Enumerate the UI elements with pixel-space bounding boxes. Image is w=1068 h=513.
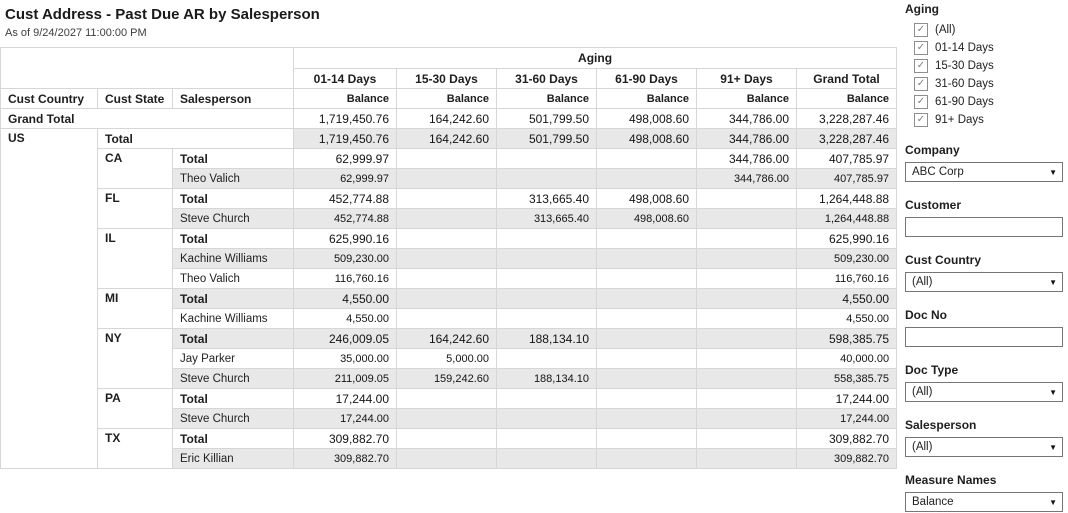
cust-country-select-value: (All) bbox=[912, 276, 933, 288]
state-cell[interactable]: PA bbox=[98, 389, 173, 429]
checkbox-checked-icon[interactable]: ✓ bbox=[914, 77, 928, 91]
balance-cell[interactable]: 4,550.00 bbox=[797, 309, 897, 329]
measure-names-select-value: Balance bbox=[912, 496, 954, 508]
balance-cell[interactable] bbox=[597, 329, 697, 349]
state-cell[interactable]: FL bbox=[98, 189, 173, 229]
balance-cell[interactable] bbox=[597, 309, 697, 329]
aging-option-label[interactable]: 91+ Days bbox=[935, 114, 984, 126]
state-total-label[interactable]: Total bbox=[173, 189, 294, 209]
salesperson-cell[interactable]: Theo Valich bbox=[173, 169, 294, 189]
table-row bbox=[1, 429, 897, 449]
filter-aging bbox=[905, 2, 1063, 129]
table-row bbox=[1, 149, 897, 169]
balance-cell[interactable]: 344,786.00 bbox=[697, 109, 797, 129]
balance-cell[interactable]: 246,009.05 bbox=[294, 329, 397, 349]
balance-cell[interactable]: 344,786.00 bbox=[697, 129, 797, 149]
measure-names-filter-title: Measure Names bbox=[905, 473, 997, 487]
state-total-label[interactable]: Total bbox=[173, 289, 294, 309]
col-header-61-90-days[interactable]: 61-90 Days bbox=[597, 69, 697, 89]
filter-company bbox=[905, 143, 1063, 182]
salesperson-cell[interactable]: Jay Parker bbox=[173, 349, 294, 369]
balance-cell[interactable]: 598,385.75 bbox=[797, 329, 897, 349]
col-header-91-plus-days[interactable]: 91+ Days bbox=[697, 69, 797, 89]
balance-cell[interactable]: 188,134.10 bbox=[497, 329, 597, 349]
aging-option-label[interactable]: 61-90 Days bbox=[935, 96, 994, 108]
state-cell[interactable]: NY bbox=[98, 329, 173, 389]
balance-cell[interactable]: 452,774.88 bbox=[294, 209, 397, 229]
balance-cell[interactable] bbox=[697, 309, 797, 329]
balance-cell[interactable] bbox=[597, 349, 697, 369]
aging-option-label[interactable]: 01-14 Days bbox=[935, 42, 994, 54]
balance-cell[interactable] bbox=[497, 169, 597, 189]
col-header-15-30-days[interactable]: 15-30 Days bbox=[397, 69, 497, 89]
salesperson-cell[interactable]: Kachine Williams bbox=[173, 249, 294, 269]
table-row bbox=[1, 129, 897, 149]
measure-header[interactable]: Balance bbox=[497, 89, 597, 109]
balance-cell[interactable] bbox=[497, 249, 597, 269]
filter-salesperson bbox=[905, 418, 1063, 457]
grand-total-label[interactable]: Grand Total bbox=[1, 109, 294, 129]
state-total-label[interactable]: Total bbox=[173, 149, 294, 169]
filter-panel bbox=[905, 0, 1063, 513]
balance-cell[interactable] bbox=[497, 149, 597, 169]
balance-cell[interactable]: 17,244.00 bbox=[797, 389, 897, 409]
balance-cell[interactable]: 159,242.60 bbox=[397, 369, 497, 389]
table-row bbox=[1, 329, 897, 349]
balance-cell[interactable] bbox=[397, 449, 497, 469]
balance-cell[interactable]: 498,008.60 bbox=[597, 209, 697, 229]
state-total-label[interactable]: Total bbox=[173, 389, 294, 409]
salesperson-cell[interactable]: Steve Church bbox=[173, 369, 294, 389]
balance-cell[interactable]: 309,882.70 bbox=[797, 449, 897, 469]
balance-cell[interactable] bbox=[597, 169, 697, 189]
chevron-down-icon: ▼ bbox=[1049, 168, 1057, 177]
balance-cell[interactable]: 4,550.00 bbox=[797, 289, 897, 309]
aging-filter-title: Aging bbox=[905, 2, 939, 16]
balance-cell[interactable] bbox=[397, 409, 497, 429]
measure-header[interactable]: Balance bbox=[597, 89, 697, 109]
balance-cell[interactable] bbox=[697, 389, 797, 409]
col-header-grand-total[interactable]: Grand Total bbox=[797, 69, 897, 89]
doc-type-filter-title: Doc Type bbox=[905, 363, 959, 377]
filter-doc-type bbox=[905, 363, 1063, 402]
balance-cell[interactable]: 17,244.00 bbox=[294, 389, 397, 409]
state-total-label[interactable]: Total bbox=[173, 429, 294, 449]
state-cell[interactable]: IL bbox=[98, 229, 173, 289]
col-header-01-14-days[interactable]: 01-14 Days bbox=[294, 69, 397, 89]
balance-cell[interactable]: 309,882.70 bbox=[797, 429, 897, 449]
table-row bbox=[1, 109, 897, 129]
company-select-value: ABC Corp bbox=[912, 166, 964, 178]
balance-cell[interactable]: 116,760.16 bbox=[797, 269, 897, 289]
chevron-down-icon: ▼ bbox=[1049, 278, 1057, 287]
filter-doc-no bbox=[905, 308, 1063, 347]
doc-type-select[interactable] bbox=[905, 382, 1063, 402]
balance-cell[interactable] bbox=[597, 269, 697, 289]
filter-customer bbox=[905, 198, 1063, 237]
aging-option-label[interactable]: 31-60 Days bbox=[935, 78, 994, 90]
balance-cell[interactable] bbox=[397, 169, 497, 189]
balance-cell[interactable]: 407,785.97 bbox=[797, 169, 897, 189]
filter-measure-names bbox=[905, 473, 1063, 512]
balance-cell[interactable]: 62,999.97 bbox=[294, 149, 397, 169]
balance-cell[interactable]: 17,244.00 bbox=[797, 409, 897, 429]
balance-cell[interactable]: 313,665.40 bbox=[497, 189, 597, 209]
balance-cell[interactable] bbox=[597, 389, 697, 409]
balance-cell[interactable] bbox=[697, 349, 797, 369]
balance-cell[interactable]: 5,000.00 bbox=[397, 349, 497, 369]
checkbox-checked-icon[interactable]: ✓ bbox=[914, 113, 928, 127]
row-header-salesperson[interactable]: Salesperson bbox=[173, 89, 294, 109]
balance-cell[interactable] bbox=[697, 189, 797, 209]
balance-cell[interactable] bbox=[397, 249, 497, 269]
balance-cell[interactable]: 498,008.60 bbox=[597, 109, 697, 129]
measure-header[interactable]: Balance bbox=[397, 89, 497, 109]
aging-option-31-60[interactable] bbox=[914, 75, 1063, 93]
balance-cell[interactable] bbox=[597, 429, 697, 449]
balance-cell[interactable] bbox=[397, 209, 497, 229]
table-row bbox=[1, 289, 897, 309]
doc-type-select-value: (All) bbox=[912, 386, 933, 398]
customer-input[interactable] bbox=[905, 217, 1063, 237]
balance-cell[interactable]: 17,244.00 bbox=[294, 409, 397, 429]
balance-cell[interactable]: 625,990.16 bbox=[294, 229, 397, 249]
balance-cell[interactable] bbox=[397, 289, 497, 309]
state-cell[interactable]: MI bbox=[98, 289, 173, 329]
doc-no-input[interactable] bbox=[905, 327, 1063, 347]
salesperson-cell[interactable]: Steve Church bbox=[173, 409, 294, 429]
balance-cell[interactable]: 452,774.88 bbox=[294, 189, 397, 209]
balance-cell[interactable]: 164,242.60 bbox=[397, 329, 497, 349]
checkbox-checked-icon[interactable]: ✓ bbox=[914, 41, 928, 55]
aging-option-91-plus[interactable] bbox=[914, 111, 1063, 129]
balance-cell[interactable]: 501,799.50 bbox=[497, 129, 597, 149]
balance-cell[interactable] bbox=[497, 449, 597, 469]
balance-cell[interactable]: 558,385.75 bbox=[797, 369, 897, 389]
aging-option-61-90[interactable] bbox=[914, 93, 1063, 111]
balance-cell[interactable]: 498,008.60 bbox=[597, 129, 697, 149]
country-cell[interactable]: US bbox=[1, 129, 98, 469]
balance-cell[interactable]: 313,665.40 bbox=[497, 209, 597, 229]
as-of-timestamp: As of 9/24/2027 11:00:00 PM bbox=[5, 27, 147, 39]
balance-cell[interactable]: 498,008.60 bbox=[597, 189, 697, 209]
balance-cell[interactable]: 116,760.16 bbox=[294, 269, 397, 289]
balance-cell[interactable] bbox=[497, 349, 597, 369]
balance-cell[interactable] bbox=[697, 369, 797, 389]
measure-names-select[interactable] bbox=[905, 492, 1063, 512]
table-row bbox=[1, 389, 897, 409]
measure-header[interactable]: Balance bbox=[294, 89, 397, 109]
balance-cell[interactable] bbox=[697, 269, 797, 289]
cust-country-filter-title: Cust Country bbox=[905, 253, 981, 267]
salesperson-select-value: (All) bbox=[912, 441, 933, 453]
corner-cell bbox=[1, 48, 294, 89]
balance-cell[interactable]: 309,882.70 bbox=[294, 429, 397, 449]
past-due-ar-crosstab bbox=[0, 47, 897, 469]
balance-cell[interactable]: 4,550.00 bbox=[294, 309, 397, 329]
balance-cell[interactable] bbox=[597, 449, 697, 469]
balance-cell[interactable]: 4,550.00 bbox=[294, 289, 397, 309]
customer-filter-title: Customer bbox=[905, 198, 962, 212]
row-header-cust-state[interactable]: Cust State bbox=[98, 89, 173, 109]
balance-cell[interactable]: 407,785.97 bbox=[797, 149, 897, 169]
aging-dimension-header[interactable]: Aging bbox=[294, 48, 897, 69]
balance-cell[interactable] bbox=[597, 369, 697, 389]
balance-cell[interactable] bbox=[497, 269, 597, 289]
aging-option-01-14[interactable] bbox=[914, 39, 1063, 57]
balance-cell[interactable] bbox=[397, 229, 497, 249]
balance-cell[interactable] bbox=[697, 229, 797, 249]
state-total-label[interactable]: Total bbox=[173, 229, 294, 249]
balance-cell[interactable]: 344,786.00 bbox=[697, 149, 797, 169]
measure-header[interactable]: Balance bbox=[797, 89, 897, 109]
balance-cell[interactable]: 344,786.00 bbox=[697, 169, 797, 189]
aging-option-label[interactable]: 15-30 Days bbox=[935, 60, 994, 72]
doc-no-filter-title: Doc No bbox=[905, 308, 947, 322]
aging-option-all[interactable] bbox=[914, 21, 1063, 39]
balance-cell[interactable]: 1,719,450.76 bbox=[294, 109, 397, 129]
balance-cell[interactable] bbox=[697, 429, 797, 449]
balance-cell[interactable]: 3,228,287.46 bbox=[797, 109, 897, 129]
balance-cell[interactable]: 501,799.50 bbox=[497, 109, 597, 129]
balance-cell[interactable] bbox=[597, 409, 697, 429]
balance-cell[interactable]: 40,000.00 bbox=[797, 349, 897, 369]
col-header-31-60-days[interactable]: 31-60 Days bbox=[497, 69, 597, 89]
salesperson-cell[interactable]: Eric Killian bbox=[173, 449, 294, 469]
salesperson-cell[interactable]: Kachine Williams bbox=[173, 309, 294, 329]
salesperson-cell[interactable]: Theo Valich bbox=[173, 269, 294, 289]
balance-cell[interactable]: 164,242.60 bbox=[397, 109, 497, 129]
balance-cell[interactable]: 35,000.00 bbox=[294, 349, 397, 369]
balance-cell[interactable]: 211,009.05 bbox=[294, 369, 397, 389]
balance-cell[interactable] bbox=[597, 289, 697, 309]
balance-cell[interactable] bbox=[697, 289, 797, 309]
balance-cell[interactable] bbox=[697, 209, 797, 229]
balance-cell[interactable] bbox=[697, 449, 797, 469]
balance-cell[interactable]: 509,230.00 bbox=[797, 249, 897, 269]
company-select[interactable] bbox=[905, 162, 1063, 182]
balance-cell[interactable] bbox=[397, 189, 497, 209]
balance-cell[interactable]: 188,134.10 bbox=[497, 369, 597, 389]
salesperson-cell[interactable]: Steve Church bbox=[173, 209, 294, 229]
balance-cell[interactable] bbox=[397, 269, 497, 289]
chevron-down-icon: ▼ bbox=[1049, 498, 1057, 507]
balance-cell[interactable] bbox=[597, 229, 697, 249]
balance-cell[interactable]: 309,882.70 bbox=[294, 449, 397, 469]
aging-option-15-30[interactable] bbox=[914, 57, 1063, 75]
state-cell[interactable]: TX bbox=[98, 429, 173, 469]
balance-cell[interactable] bbox=[697, 409, 797, 429]
balance-cell[interactable] bbox=[497, 229, 597, 249]
balance-cell[interactable] bbox=[497, 409, 597, 429]
balance-cell[interactable] bbox=[497, 429, 597, 449]
checkbox-checked-icon[interactable]: ✓ bbox=[914, 23, 928, 37]
balance-cell[interactable] bbox=[397, 389, 497, 409]
balance-cell[interactable]: 625,990.16 bbox=[797, 229, 897, 249]
balance-cell[interactable]: 1,719,450.76 bbox=[294, 129, 397, 149]
balance-cell[interactable] bbox=[497, 389, 597, 409]
state-cell[interactable]: CA bbox=[98, 149, 173, 189]
page-title: Cust Address - Past Due AR by Salesperson bbox=[5, 6, 320, 23]
balance-cell[interactable] bbox=[497, 289, 597, 309]
balance-cell[interactable]: 1,264,448.88 bbox=[797, 189, 897, 209]
balance-cell[interactable] bbox=[497, 309, 597, 329]
balance-cell[interactable] bbox=[397, 149, 497, 169]
state-total-label[interactable]: Total bbox=[173, 329, 294, 349]
balance-cell[interactable]: 62,999.97 bbox=[294, 169, 397, 189]
balance-cell[interactable] bbox=[597, 149, 697, 169]
balance-cell[interactable] bbox=[697, 329, 797, 349]
balance-cell[interactable]: 509,230.00 bbox=[294, 249, 397, 269]
salesperson-select[interactable] bbox=[905, 437, 1063, 457]
balance-cell[interactable] bbox=[397, 309, 497, 329]
cust-country-select[interactable] bbox=[905, 272, 1063, 292]
balance-cell[interactable]: 164,242.60 bbox=[397, 129, 497, 149]
chevron-down-icon: ▼ bbox=[1049, 443, 1057, 452]
salesperson-filter-title: Salesperson bbox=[905, 418, 977, 432]
balance-cell[interactable] bbox=[697, 249, 797, 269]
table-row bbox=[1, 229, 897, 249]
checkbox-checked-icon[interactable]: ✓ bbox=[914, 95, 928, 109]
country-total-label[interactable]: Total bbox=[98, 129, 294, 149]
table-row bbox=[1, 189, 897, 209]
measure-header[interactable]: Balance bbox=[697, 89, 797, 109]
company-filter-title: Company bbox=[905, 143, 960, 157]
row-header-cust-country[interactable]: Cust Country bbox=[1, 89, 98, 109]
aging-option-label[interactable]: (All) bbox=[935, 24, 956, 36]
balance-cell[interactable]: 1,264,448.88 bbox=[797, 209, 897, 229]
balance-cell[interactable] bbox=[397, 429, 497, 449]
filter-cust-country bbox=[905, 253, 1063, 292]
balance-cell[interactable]: 3,228,287.46 bbox=[797, 129, 897, 149]
checkbox-checked-icon[interactable]: ✓ bbox=[914, 59, 928, 73]
chevron-down-icon: ▼ bbox=[1049, 388, 1057, 397]
balance-cell[interactable] bbox=[597, 249, 697, 269]
